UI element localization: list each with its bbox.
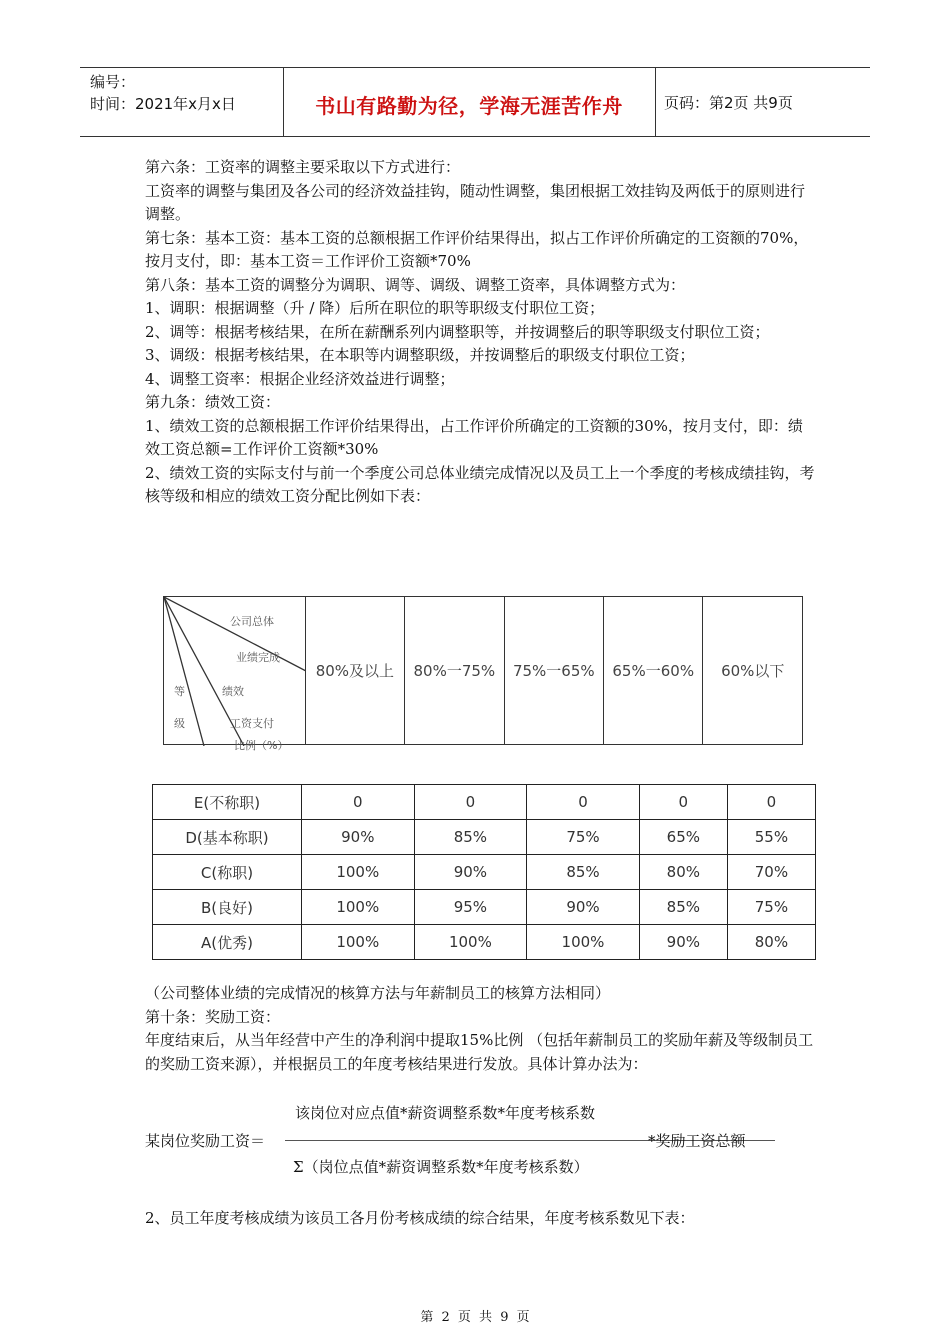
header-page-number: 页码：第2页 共9页	[664, 94, 793, 112]
body-text-after-table	[145, 982, 817, 1076]
page-header	[80, 67, 870, 137]
header-meta	[90, 71, 236, 115]
ratio-cell: 55%	[727, 820, 815, 855]
grade-cell: E(不称职)	[153, 785, 302, 820]
diag-label-top1: 公司总体	[230, 615, 274, 628]
ratio-cell: 0	[727, 785, 815, 820]
grade-ratio-table	[152, 784, 816, 960]
diag-label-left1: 等	[174, 685, 185, 698]
ratio-cell: 80%	[639, 855, 727, 890]
ratio-cell: 65%	[639, 820, 727, 855]
paragraph: 工资率的调整与集团及各公司的经济效益挂钩，随动性调整，集团根据工效挂钩及两低于的原则进行调整。	[145, 181, 806, 223]
ratio-cell: 70%	[727, 855, 815, 890]
bonus-formula	[145, 1100, 817, 1180]
diag-label-mid: 绩效	[222, 685, 244, 698]
ratio-cell: 90%	[414, 855, 527, 890]
grade-cell: D(基本称职)	[153, 820, 302, 855]
paragraph: 第十条：奖励工资：	[145, 1007, 281, 1026]
ratio-cell: 100%	[414, 925, 527, 960]
header-divider	[655, 68, 656, 136]
paragraph: 2、员工年度考核成绩为该员工各月份考核成绩的综合结果，年度考核系数见下表：	[145, 1209, 695, 1227]
paragraph: 1、绩效工资的总额根据工作评价结果得出，占工作评价所确定的工资额的30%，按月支付，即：绩效工资总额=工作评价工资额*30%	[145, 416, 803, 458]
paragraph: 年度结束后，从当年经营中产生的净利润中提取15%比例 （包括年薪制员工的奖励年薪及等级制员工的奖励工资来源），并根据员工的年度考核结果进行发放。具体计算办法为：	[145, 1031, 814, 1073]
table-row	[153, 820, 816, 855]
ratio-cell: 100%	[302, 890, 415, 925]
paragraph: 2、调等：根据考核结果，在所在薪酬系列内调整职等，并按调整后的职等职级支付职位工资；	[145, 322, 770, 341]
diag-label-pay: 工资支付	[230, 717, 274, 730]
table-row	[153, 890, 816, 925]
ratio-cell: 75%	[527, 820, 640, 855]
grade-cell: B(良好)	[153, 890, 302, 925]
grade-cell: A(优秀)	[153, 925, 302, 960]
formula-numerator: 该岗位对应点值*薪资调整系数*年度考核系数	[295, 1104, 596, 1122]
ratio-cell: 0	[302, 785, 415, 820]
column-header: 65%一60%	[604, 597, 703, 745]
paragraph: 第九条：绩效工资：	[145, 393, 281, 411]
table-row	[153, 785, 816, 820]
column-header: 80%一75%	[405, 597, 504, 745]
page-footer: 第 2 页 共 9 页	[420, 1310, 530, 1325]
header-motto: 书山有路勤为径，学海无涯苦作舟	[315, 94, 623, 118]
ratio-cell: 90%	[639, 925, 727, 960]
ratio-cell: 85%	[527, 855, 640, 890]
diag-label-ratio: 比例（%）	[234, 739, 289, 752]
ratio-cell: 85%	[639, 890, 727, 925]
paragraph: 1、调职：根据调整（升 / 降）后所在职位的职等职级支付职位工资；	[145, 299, 605, 317]
paragraph: 2、绩效工资的实际支付与前一个季度公司总体业绩完成情况以及员工上一个季度的考核成绩挂钩，考核等级和相应的绩效工资分配比例如下表：	[145, 463, 815, 505]
diag-label-left2: 级	[174, 717, 185, 730]
formula-rhs: *奖励工资总额	[648, 1132, 746, 1150]
paragraph: 第七条：基本工资：基本工资的总额根据工作评价结果得出，拟占工作评价所确定的工资额的70%，按月支付，即：基本工资＝工作评价工资额*70%	[145, 228, 809, 270]
table-row	[153, 925, 816, 960]
paragraph: 3、调级：根据考核结果，在本职等内调整职级，并按调整后的职级支付职位工资；	[145, 346, 695, 364]
ratio-cell: 100%	[302, 855, 415, 890]
performance-header-table	[163, 596, 803, 752]
formula-denominator: Σ（岗位点值*薪资调整系数*年度考核系数）	[293, 1158, 589, 1176]
ratio-cell: 95%	[414, 890, 527, 925]
body-text	[145, 156, 817, 509]
formula-lhs: 某岗位奖励工资＝	[145, 1132, 266, 1150]
ratio-cell: 85%	[414, 820, 527, 855]
ratio-cell: 80%	[727, 925, 815, 960]
column-header: 75%一65%	[504, 597, 603, 745]
ratio-cell: 0	[414, 785, 527, 820]
column-header: 80%及以上	[305, 597, 404, 745]
paragraph: （公司整体业绩的完成情况的核算方法与年薪制员工的核算方法相同）	[145, 984, 611, 1002]
ratio-cell: 100%	[527, 925, 640, 960]
ratio-cell: 100%	[302, 925, 415, 960]
ratio-cell: 75%	[727, 890, 815, 925]
ratio-cell: 0	[527, 785, 640, 820]
document-date: 时间：2021年x月x日	[90, 95, 236, 113]
ratio-cell: 0	[639, 785, 727, 820]
paragraph: 第八条：基本工资的调整分为调职、调等、调级、调整工资率，具体调整方式为：	[145, 275, 686, 294]
paragraph: 4、调整工资率：根据企业经济效益进行调整；	[145, 369, 455, 388]
grade-cell: C(称职)	[153, 855, 302, 890]
table-row	[153, 855, 816, 890]
paragraph: 第六条：工资率的调整主要采取以下方式进行：	[145, 158, 461, 176]
diag-label-top2: 业绩完成	[236, 651, 280, 664]
document-number: 编号：	[90, 73, 136, 91]
column-header: 60%以下	[703, 597, 803, 745]
ratio-cell: 90%	[527, 890, 640, 925]
diagonal-header-cell	[164, 597, 306, 752]
ratio-cell: 90%	[302, 820, 415, 855]
